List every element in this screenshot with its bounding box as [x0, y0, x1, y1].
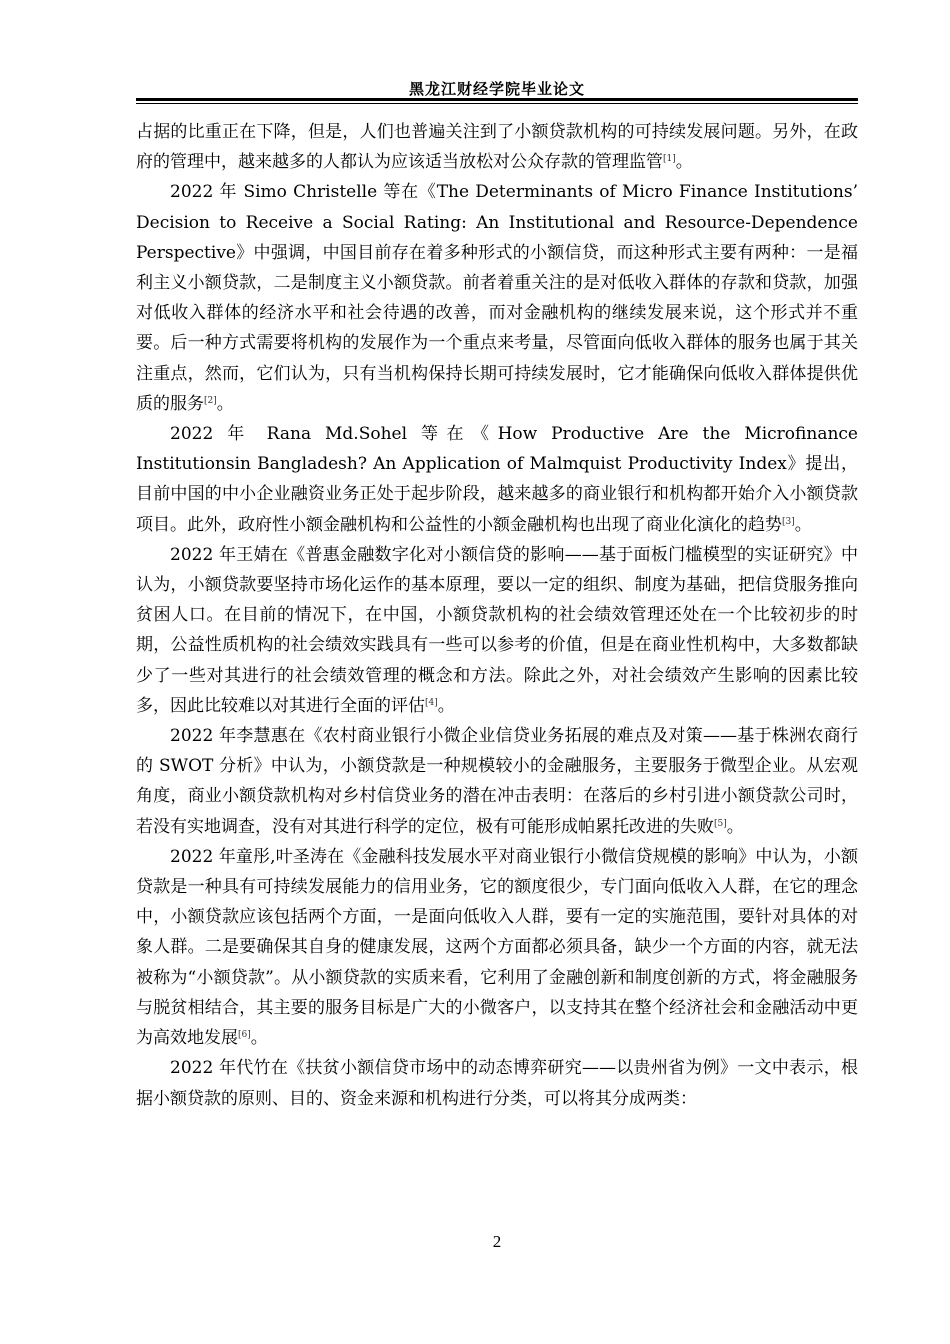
citation-ref: [5] — [714, 818, 727, 829]
running-header: 黑龙江财经学院毕业论文 — [408, 80, 585, 98]
paragraph: 2022 年童彤,叶圣涛在《金融科技发展水平对商业银行小微信贷规模的影响》中认为，小额贷款是一种具有可持续发展能力的信用业务，它的额度很少，专门面向低收入人群，在它的理念中，小额贷款应该包括两个方面，一是面向低收入人群，要有一定的实施范围，要针对具体的对象人群。二是要确保其自身的健康发展，这两个方面都必须具备，缺少一个方面的内容，就无法被称为“小额贷款”。从小额贷款的实质来看，它利用了金融创新和制度创新的方式，将金融服务与脱贫相结合，其主要的服务目标是广大的小微客户，以支持其在整个经济社会和金融活动中更为高效地发展[6]。 — [136, 846, 858, 1049]
paragraph: 2022 年李慧惠在《农村商业银行小微企业信贷业务拓展的难点及对策——基于株洲农商行的 SWOT 分析》中认为，小额贷款是一种规模较小的金融服务，主要服务于微型企业。从宏观角度，商业小额贷款机构对乡村信贷业务的潜在冲击表明：在落后的乡村引进小额贷款公司时，若没有实地调查，没有对其进行科学的定位，极有可能形成帕累托改进的失败[5]。 — [136, 726, 858, 837]
paragraph: 2022 年王婧在《普惠金融数字化对小额信贷的影响——基于面板门槛模型的实证研究》中认为，小额贷款要坚持市场化运作的基本原理，要以一定的组织、制度为基础，把信贷服务推向贫困人口。在目前的情况下，在中国，小额贷款机构的社会绩效管理还处在一个比较初步的时期，公益性质机构的社会绩效实践具有一些可以参考的价值，但是在商业性机构中，大多数都缺少了一些对其进行的社会绩效管理的概念和方法。除此之外，对社会绩效产生影响的因素比较多，因此比较难以对其进行全面的评估[4]。 — [136, 544, 858, 716]
citation-ref: [6] — [238, 1030, 251, 1041]
page-number: 2 — [492, 1232, 502, 1251]
citation-ref: [3] — [782, 516, 795, 527]
citation-ref: [1] — [663, 154, 676, 165]
paragraph: 2022 年代竹在《扶贫小额信贷市场中的动态博弈研究——以贵州省为例》一文中表示，根据小额贷款的原则、目的、资金来源和机构进行分类，可以将其分成两类： — [136, 1058, 858, 1109]
paragraph: 占据的比重正在下降，但是，人们也普遍关注到了小额贷款机构的可持续发展问题。另外，在政府的管理中，越来越多的人都认为应该适当放松对公众存款的管理监管[1]。 — [136, 122, 858, 173]
paragraph: 2022 年 Rana Md.Sohel 等在《How Productive Are the Microfinance Institutionsin Bangladesh? An Application of Malmquist Productivity Index》提出，目前中国的中小企业融资业务正处于起步阶段，越来越多的商业银行和机构都开始介入小额贷款项目。此外，政府性小额金融机构和公益性的小额金融机构也出现了商业化演化的趋势[3]。 — [136, 424, 858, 535]
citation-ref: [4] — [425, 697, 438, 708]
header-rule-thick — [136, 98, 858, 101]
header-rule-thin — [136, 103, 858, 104]
citation-ref: [2] — [204, 395, 217, 406]
paragraph: 2022 年 Simo Christelle 等在《The Determinants of Micro Finance Institutions’ Decision to Receive a Social Rating: An Institutional and Resource-Dependence Perspective》中强调，中国目前存在着多种形式的小额信贷，而这种形式主要有两种：一是福利主义小额贷款，二是制度主义小额贷款。前者着重关注的是对低收入群体的存款和贷款，加强对低收入群体的经济水平和社会待遇的改善，而对金融机构的继续发展来说，这个形式并不重要。后一种方式需要将机构的发展作为一个重点来考量，尽管面向低收入群体的服务也属于其关注重点，然而，它们认为，只有当机构保持长期可持续发展时，它才能确保向低收入群体提供优质的服务[2]。 — [136, 182, 858, 414]
body-text — [136, 117, 858, 1114]
